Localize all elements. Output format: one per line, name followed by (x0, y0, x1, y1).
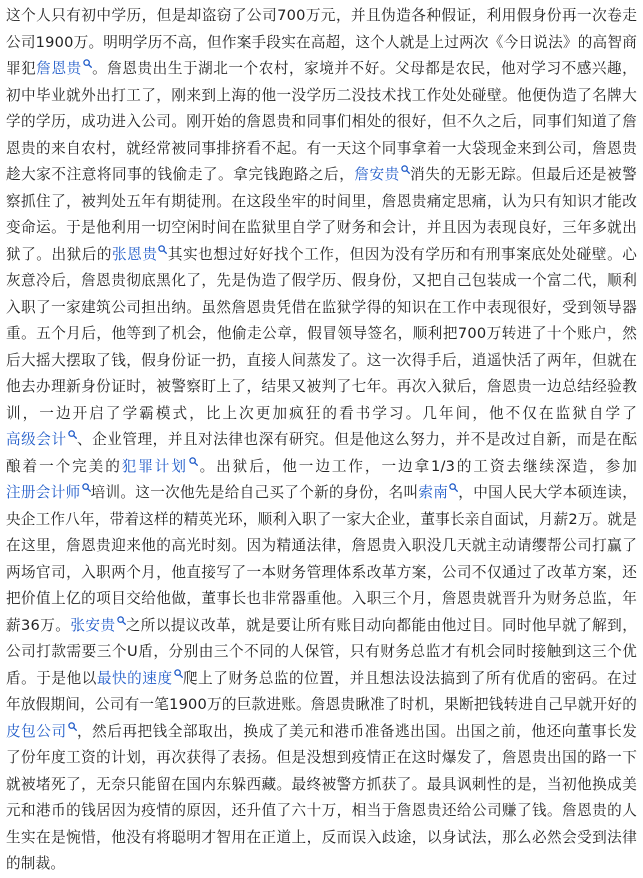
article-text: 之所以提议改革，就是要让所有账目动向都能由他过目。同时他早就了解到，公司打款需要三个U盾，分别由三个不同的人保管，只有财务总监才有机会同时接触到这三个优盾。于是他以 (6, 616, 637, 687)
keyword-text: 注册会计师 (6, 484, 81, 501)
article-text: ，然后再把钱全部取出，换成了美元和港币准备逃出国。出国之前，他还向董事长发了份年度工资的计划，再次获得了表扬。但是没想到疫情正在这时爆发了，詹恩贵出国的路一下就被堵死了，无奈只能留在国内东躲西藏。最终被警方抓获了。最具讽刺性的是，当初他换成美元和港币的钱居因为疫情的原因，还升值了六十万，相当于詹恩贵还给公司赚了钱。詹恩贵的人生实在是惋惜，他没有将聪明才智用在正道上，反而误入歧途，以身试法，那么必然会受到法律的制裁。 (6, 722, 637, 872)
keyword-text: 高级会计 (6, 431, 67, 448)
keyword-text: 犯罪计划 (121, 457, 188, 475)
search-icon (117, 616, 126, 625)
article-text: 。出狱后，他一边工作，一边拿1/3的工资去继续深造，参加 (197, 457, 638, 475)
search-icon (449, 483, 458, 492)
article-text: 培训。这一次他先是给自己买了个新的身份，名叫 (90, 484, 419, 501)
search-icon (68, 430, 77, 439)
keyword-text: 张安贵 (70, 616, 116, 634)
search-keyword-link[interactable] (6, 723, 77, 740)
search-icon (174, 669, 183, 678)
search-keyword-link[interactable] (354, 166, 409, 183)
search-icon (401, 165, 410, 174)
search-keyword-link[interactable] (97, 670, 183, 687)
article-text: 。詹恩贵出生于湖北一个农村，家境并不好。父母都是农民，他对学习不感兴趣，初中毕业就外出打工了，刚来到上海的他一没学历二没技术找工作处处碰壁。他便伪造了名牌大学的学历，成功进入公司。刚开始的詹恩贵和同事们相处的很好，但不久之后，同事们知道了詹恩贵的来自农村，就经常被同事排挤看不起。有一天这个同事拿着一大袋现金来到公司，詹恩贵趁大家不注意将同事的钱偷走了。拿完钱跑路之后， (6, 60, 637, 183)
search-icon (68, 722, 77, 731)
search-icon (83, 59, 92, 68)
search-keyword-link[interactable] (36, 60, 91, 77)
keyword-text: 詹安贵 (354, 166, 400, 183)
keyword-text: 最快的速度 (96, 669, 173, 687)
search-keyword-link[interactable] (6, 431, 77, 448)
search-keyword-link[interactable] (112, 246, 167, 263)
article-text: 爬上了财务总监的位置，并且想法设法搞到了所有优盾的密码。在过年放假期间，公司有一笔1900万的巨款进账。詹恩贵瞅准了时机，果断把钱转进自己早就开好的 (6, 669, 637, 713)
search-icon (189, 457, 198, 466)
article-text: 消失的无影无踪。但最后还是被警察抓住了，被判处五年有期徒刑。在这段坐牢的时间里，詹恩贵痛定思痛，认为只有知识才能改变命运。于是他利用一切空闲时间在监狱里自学了财务和会计，并且因为表现良好，三年多就出狱了。出狱后的 (6, 166, 637, 263)
article-text: 、企业管理，并且对法律也深有研究。但是他这么努力，并不是改过自新，而是在酝酿着一个完美的 (6, 431, 637, 475)
keyword-text: 张恩贵 (112, 245, 158, 263)
search-keyword-link[interactable] (122, 458, 198, 475)
keyword-text: 索南 (418, 484, 449, 501)
article-text: 其实也想过好好找个工作，但因为没有学历和有刑事案底处处碰壁。心灰意冷后，詹恩贵彻底黑化了，先是伪造了假学历、假身份，又把自己包装成一个富二代，顺利入职了一家建筑公司担出纳。虽然詹恩贵凭借在监狱学得的知识在工作中表现很好，受到领导器重。五个月后，他等到了机会，他偷走公章，假冒领导签名，顺利把700万转进了十个账户，然后大摇大摆取了钱，假身份证一扔，直接人间蒸发了。这一次得手后，逍遥快活了两年，但就在他去办理新身份证时，被警察盯上了，结果又被判了七年。再次入狱后，詹恩贵一边总结经验教训，一边开启了学霸模式，比上次更加疯狂的看书学习。几年间，他不仅在监狱自学了 (6, 245, 638, 422)
keyword-text: 詹恩贵 (36, 60, 82, 77)
article-text: 这个人只有初中学历，但是却盗窃了公司700万元，并且伪造各种假证，利用假身份再一次卷走公司1900万。明明学历不高，但作案手段实在高超，这个人就是上过两次《今日说法》的高智商罪犯 (6, 7, 637, 77)
search-icon (82, 483, 91, 492)
search-keyword-link[interactable] (418, 484, 458, 501)
search-keyword-link[interactable] (70, 617, 125, 634)
article-text: ，中国人民大学本硕连读，央企工作八年，带着这样的精英光环，顺利入职了一家大企业，董事长亲自面试，月薪2万。就是在这里，詹恩贵迎来他的高光时刻。因为精通法律，詹恩贵入职没几天就主动请缨帮公司打赢了两场官司，入职两个月，他直接写了一本财务管理体系改革方案，公司不仅通过了改革方案，还把价值上亿的项目交给他做，董事长也非常器重他。入职三个月，詹恩贵就晋升为财务总监，年薪36万。 (6, 484, 637, 634)
keyword-text: 皮包公司 (6, 722, 67, 740)
search-keyword-link[interactable] (6, 484, 91, 501)
